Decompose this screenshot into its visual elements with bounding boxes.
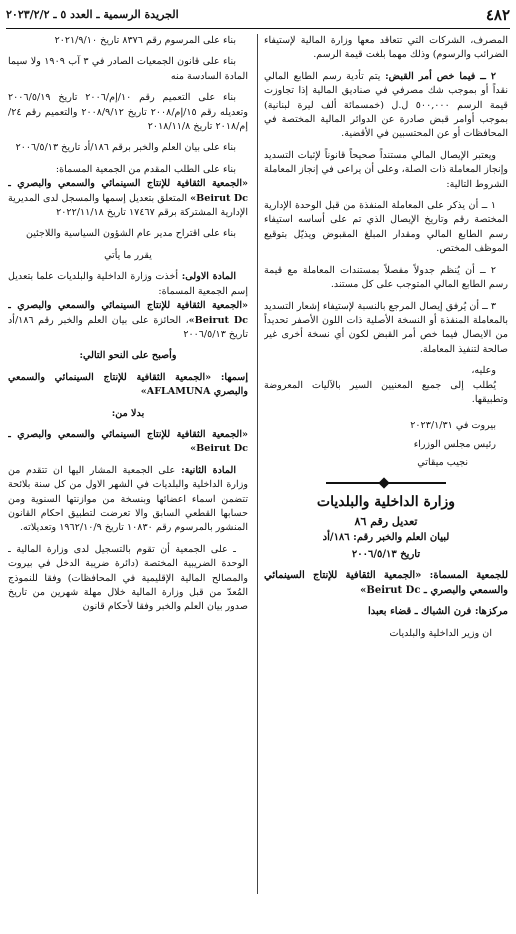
article-label: المادة الاولى: bbox=[178, 271, 236, 283]
declaration-date: تاريخ ٢٠٠٦/٥/١٣ bbox=[351, 548, 421, 560]
paragraph-text: بناء على الطلب المقدم من الجمعية المسماة: bbox=[55, 163, 236, 175]
amendment-number: تعديل رقم ٨٦ bbox=[354, 514, 418, 528]
instead-heading: بدلا من: bbox=[111, 407, 145, 419]
old-name: «الجمعية الثقافية للإنتاج السينمائي والسمعي والبصري ـ Beirut Dc» bbox=[8, 428, 248, 455]
paragraph bbox=[8, 163, 248, 221]
paragraph: بناء على اقتراح مدير عام الشؤون السياسية واللاجئين bbox=[25, 228, 236, 240]
article-text: ، الحائزة على بيان العلم والخبر رقم ١٨٦/أد تاريخ ٢٠٠٦/٥/١٣ bbox=[8, 314, 248, 340]
article-text: على الجمعية المشار اليها ان تتقدم من وزارة الداخلية والبلديات في الشهر الاول من كل سنة بلائحة تتضمن اسماء اعضائها وبنسخة من موازنتها السنوية ومن حسابها القطعي السابق والا تعرضت لتطبيق احكام القانون المنشور بالمرسوم رقم ١٠٨٣٠ تاريخ ١٩٦٢/١٠/٩ وتعديلاته. bbox=[8, 464, 248, 534]
paragraph: بناء على قانون الجمعيات الصادر في ٣ آب ١٩٠٩ ولا سيما المادة السادسة منه bbox=[8, 56, 248, 82]
paragraph: ويعتبر الإيصال المالي مستنداً صحيحاً قانوناً لإثبات التسديد وإنجاز المعاملة ذات الصلة، وعلى أن يراعى في إنجاز المعاملة الشروط التالية: bbox=[264, 149, 508, 190]
association-name: «الجمعية الثقافية للإنتاج السينمائي والسمعي والبصري ـ Beirut Dc» bbox=[8, 178, 248, 204]
association-line bbox=[264, 568, 508, 598]
paragraph: المصرف، الشركات التي تتعاقد معها وزارة المالية لإستيفاء الضرائب والرسوم) وذلك مهما بلغت قيمة الرسم. bbox=[264, 35, 508, 61]
clause-label: ٢ ــ فيما خص أمر القبض: bbox=[385, 70, 496, 82]
paragraph bbox=[264, 70, 508, 142]
association-name: «الجمعية الثقافية للإنتاج السينمائي والسمعي والبصري ـ Beirut Dc» bbox=[8, 300, 248, 326]
paragraph-text: المتعلق بتعديل إسمها والمسجل لدى المديرية الإدارية المشتركة برقم ١٧٤٦٧ تاريخ ٢٠٢٢/١١/١٨ bbox=[8, 192, 248, 219]
paragraph: بناء على التعميم رقم ١٠/إم/٢٠٠٦ تاريخ ٢٠٠٦/٥/١٩ وتعديله رقم ١٥/إم/٢٠٠٨ تاريخ ٢٠٠٨/٩/١٢ والتعميم رقم ٢٤/إم/٢٠١٨ تاريخ ٢٠١٨/١١/٨ bbox=[8, 92, 248, 133]
signature-role: رئيس مجلس الوزراء bbox=[413, 438, 496, 450]
paragraph: يُطلب إلى جميع المعنيين السير بالآليات المعروضة وتطبيقها. bbox=[264, 379, 508, 405]
declaration-ref: لبيان العلم والخبر رقم: ١٨٦/أد bbox=[322, 532, 450, 544]
paragraph: ١ ــ أن يذكر على المعاملة المنفذة من قبل الوحدة الإدارية المختصة رقم وتاريخ الإيصال الذي تم على أساسه استيفاء رسم الطابع المالي ومقدار المبلغ المقبوض ويذيّل بتوقيع الموظف المختص. bbox=[264, 200, 508, 255]
paragraph: بناء على بيان العلم والخبر برقم ١٨٦/أد تاريخ ٢٠٠٦/٥/١٣ bbox=[15, 142, 236, 154]
new-name bbox=[8, 371, 248, 400]
became-heading: وأصبح على النحو التالي: bbox=[79, 350, 177, 362]
page-number: ٤٨٢ bbox=[485, 6, 510, 24]
paragraph: ـ على الجمعية أن تقوم بالتسجيل لدى وزارة المالية ـ الوحدة الضريبية المختصة (دائرة ضريبة الدخل في بيروت والمصالح المالية الإقليمية في المحافظات) وفقا للنموذج المُعدّ من قبل وزارة المالية خلال مهلة شهرين من تاريخ صدور بيان العلم والخبر وفقا لأحكام قانون bbox=[8, 543, 248, 613]
page-header bbox=[6, 6, 510, 28]
new-name-label: إسمها: bbox=[211, 371, 248, 383]
article-label: المادة الثانية: bbox=[175, 464, 236, 476]
association-center: مركزها: فرن الشباك ـ قضاء بعبدا bbox=[367, 606, 508, 618]
association-prefix: للجمعية المسماة: bbox=[421, 570, 508, 582]
header-divider bbox=[6, 28, 510, 29]
signature-name: نجيب ميقاتي bbox=[417, 457, 468, 469]
paragraph: ٢ ــ أن يُنظم جدولاً مفصلاً بمستندات المعاملة مع قيمة رسم الطابع المالي المتوجب على كل مستند. bbox=[264, 264, 508, 291]
signature-date: بيروت في ٢٠٢٣/١/٣١ bbox=[410, 420, 496, 432]
paragraph: وعليه، bbox=[471, 365, 496, 377]
right-column bbox=[264, 34, 508, 924]
new-name-value: «الجمعية الثقافية للإنتاج السينمائي والسمعي والبصري AFLAMUNA» bbox=[8, 371, 248, 398]
article-1 bbox=[8, 270, 248, 342]
clause-text: يتم تأدية رسم الطابع المالي نقداً أو بموجب شك مصرفي في صناديق المالية إذا تجاوزت قيمة الرسم ٥٠٠,٠٠٠ ل.ل (خمسمائة ألف ليرة لبنانية) بموجب أوامر قبض صادرة عن الدوائر المالية المختصة في المحافظات أو عن المحتسبين في الأقضية. bbox=[264, 70, 508, 140]
association-name: «الجمعية الثقافية للإنتاج السينمائي والسمعي والبصري ـ Beirut Dc» bbox=[264, 570, 508, 597]
section-title: وزارة الداخلية والبلديات bbox=[316, 493, 456, 510]
ornament-divider bbox=[326, 479, 446, 487]
column-divider bbox=[257, 34, 258, 894]
paragraph: ٣ ــ أن يُرفق إيصال المرجع بالنسبة لإستيفاء إشعار التسديد بالمعاملة المنفذة أو النسخة الأصلية ذات اللون الأصفر تحديداً من الايصال فيما خص أمر القبض لكون أي نسخة أخرى غير صالحة لتنفيذ المعاملة. bbox=[264, 300, 508, 355]
article-2 bbox=[8, 464, 248, 536]
decision-heading: يقرر ما يأتي bbox=[104, 249, 152, 261]
article-text: أخذت وزارة الداخلية والبلديات علما بتعديل إسم الجمعية المسماة: bbox=[8, 271, 248, 297]
left-column bbox=[8, 34, 248, 924]
paragraph: بناء على المرسوم رقم ٨٣٧٦ تاريخ ٢٠٢١/٩/١٠ bbox=[54, 35, 236, 46]
gazette-title: الجريدة الرسمية ـ العدد ٥ ـ ٢٠٢٣/٢/٢ bbox=[6, 8, 179, 21]
minister-line: ان وزير الداخلية والبلديات bbox=[389, 627, 492, 639]
